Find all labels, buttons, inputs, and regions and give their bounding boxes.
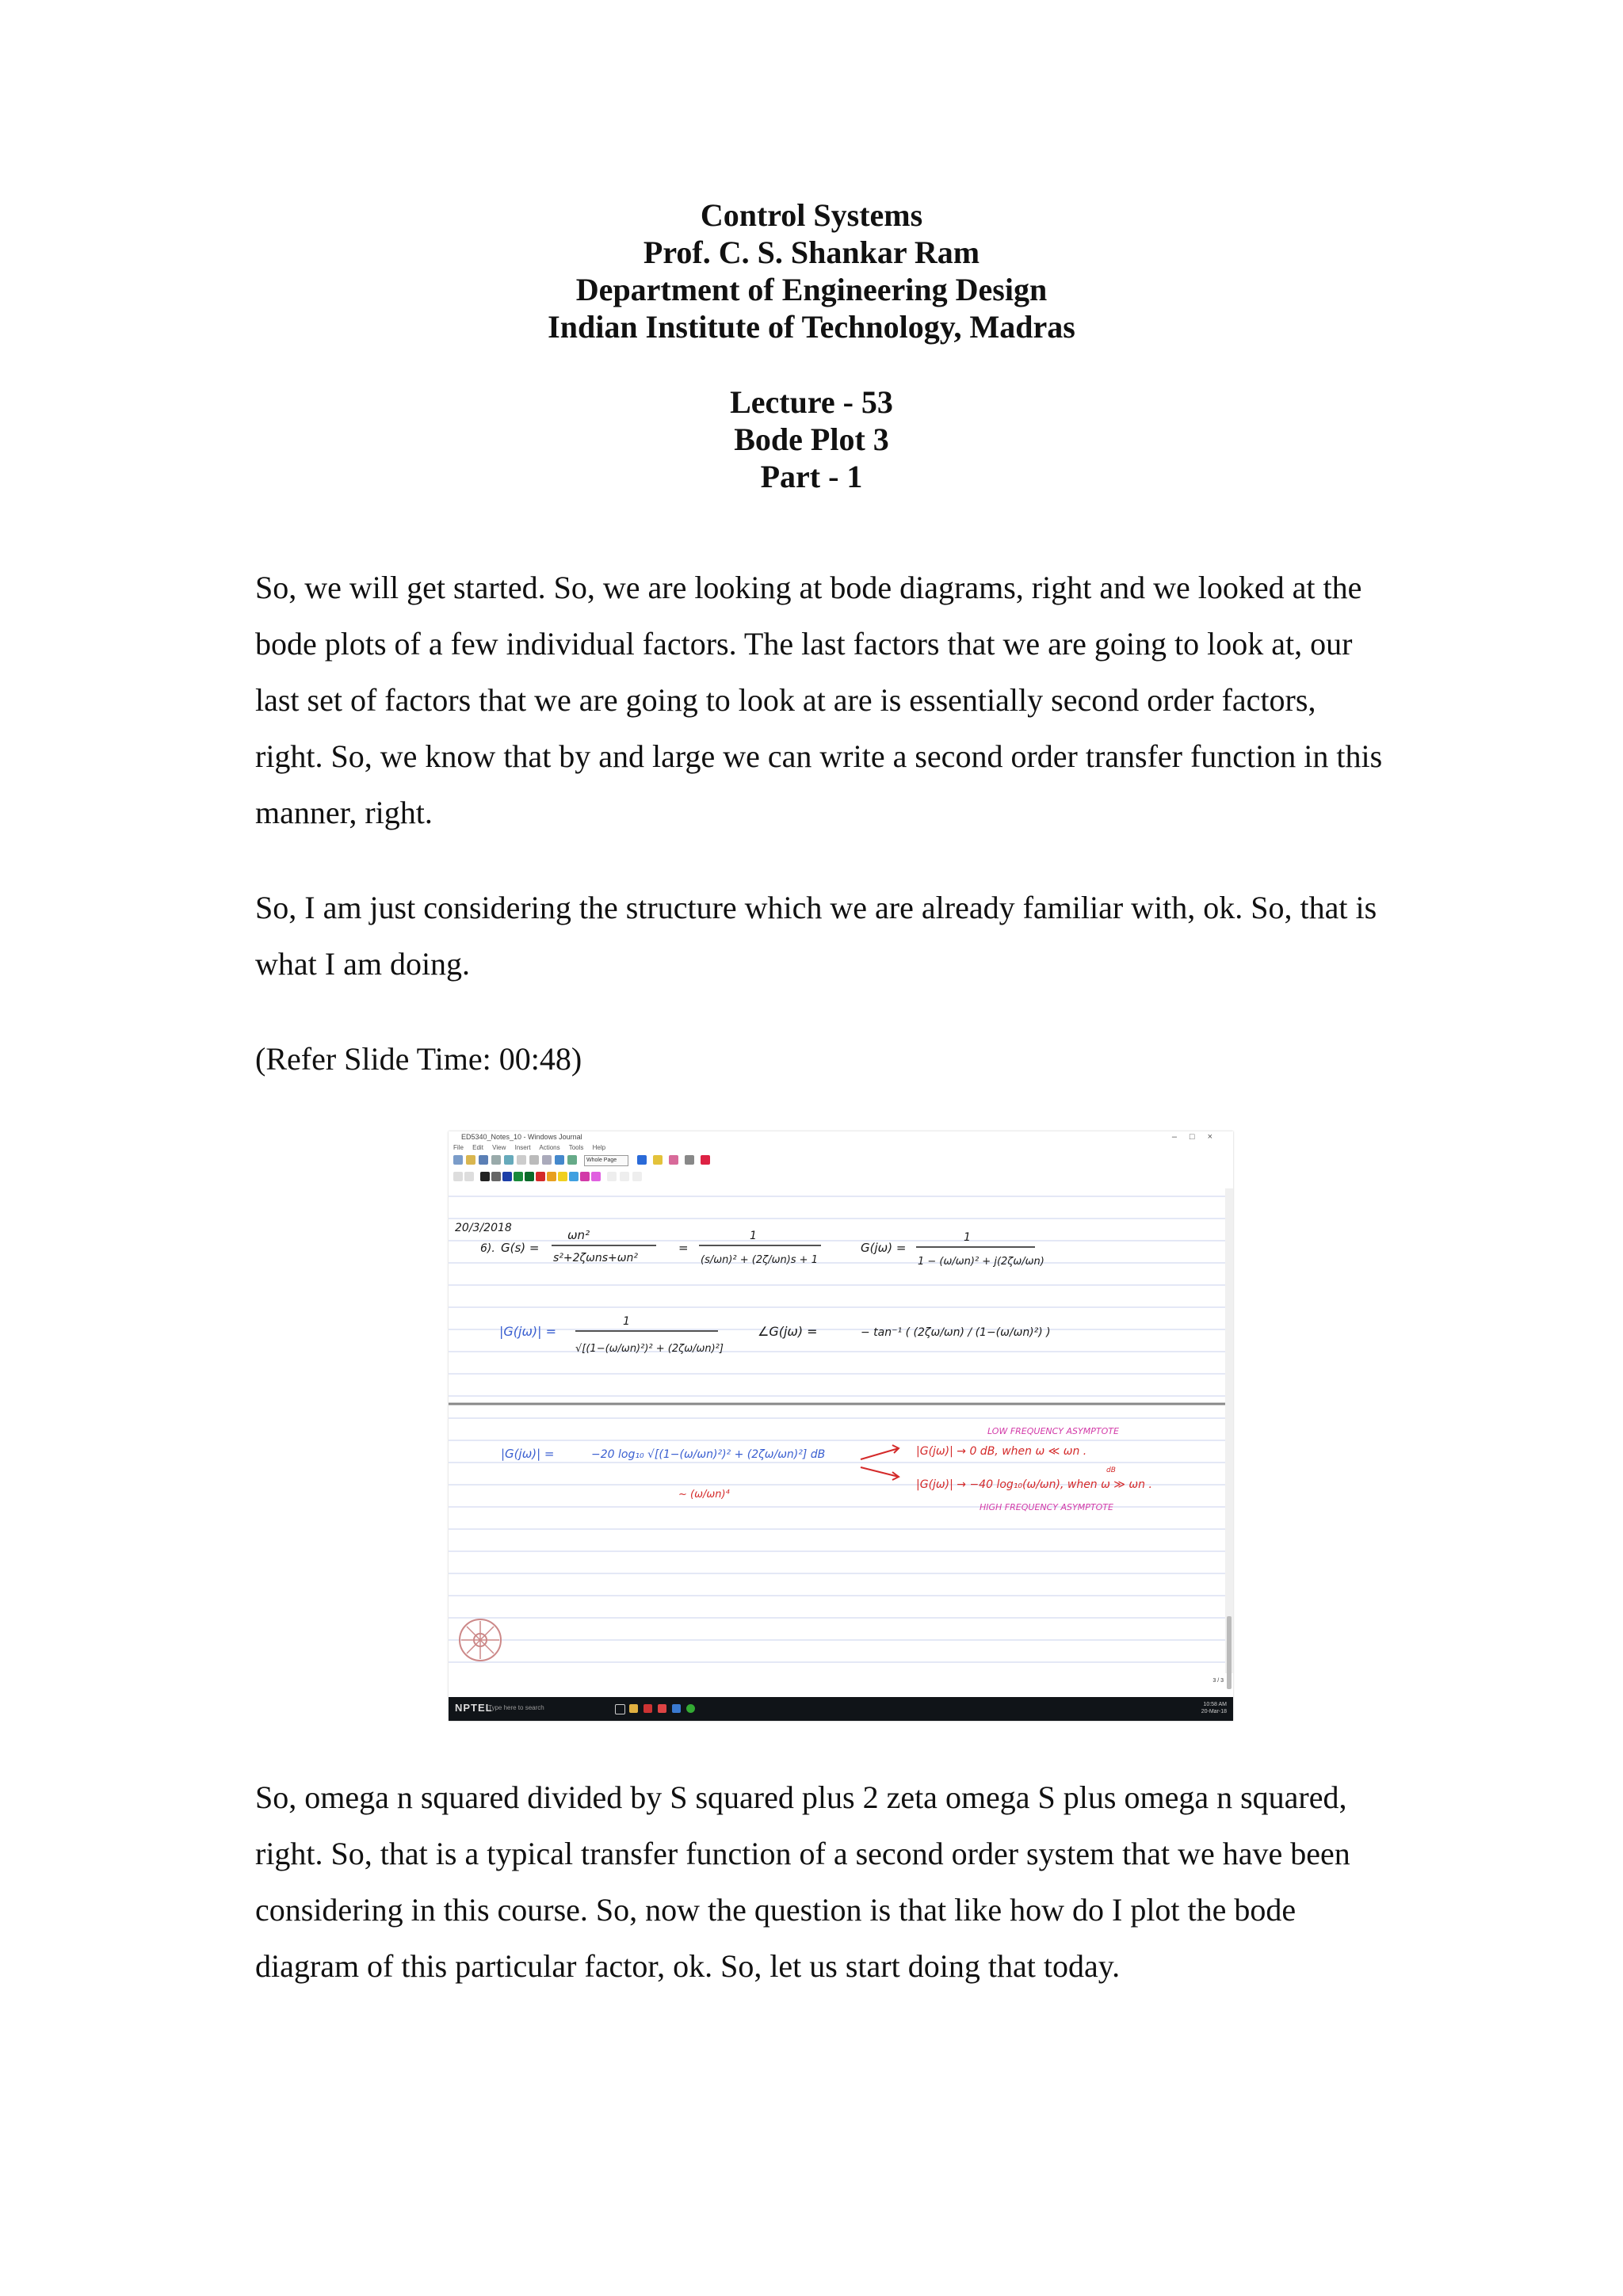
text-line: So, omega n squared divided by S squared plus 2 zeta omega S plus omega n squared, bbox=[255, 1779, 1347, 1815]
pen-width-icon[interactable] bbox=[607, 1172, 617, 1181]
window-title: ED5340_Notes_10 - Windows Journal bbox=[461, 1133, 582, 1141]
menu-view[interactable]: View bbox=[492, 1144, 506, 1151]
scrollbar-thumb[interactable] bbox=[1227, 1616, 1232, 1689]
magnitude-denominator: √[(1−(ω/ωn)²)² + (2ζω/ωn)²] bbox=[575, 1343, 724, 1355]
text-line: So, we will get started. So, we are looking at bode diagrams, right and we looked at the bbox=[255, 570, 1362, 605]
color-darkgreen-swatch[interactable] bbox=[525, 1172, 534, 1181]
lecture-part: Part - 1 bbox=[760, 459, 863, 494]
undo-icon[interactable] bbox=[555, 1155, 564, 1165]
lecture-topic: Bode Plot 3 bbox=[734, 421, 889, 457]
window-controls[interactable]: –□× bbox=[1171, 1132, 1225, 1142]
high-frequency-db-unit: dB bbox=[1106, 1466, 1116, 1474]
text-line: So, I am just considering the structure which we are already familiar with, ok. So, that is bbox=[255, 890, 1377, 925]
zoom-icon[interactable] bbox=[567, 1155, 577, 1165]
text-line: right. So, that is a typical transfer function of a second order system that we have been bbox=[255, 1836, 1350, 1871]
window-titlebar bbox=[449, 1131, 1233, 1144]
color-pink-swatch[interactable] bbox=[591, 1172, 601, 1181]
print-icon[interactable] bbox=[491, 1155, 501, 1165]
pen-width-icon[interactable] bbox=[620, 1172, 629, 1181]
magnitude-numerator: 1 bbox=[623, 1315, 630, 1328]
lecture-number: Lecture - 53 bbox=[730, 384, 893, 420]
color-magenta-swatch[interactable] bbox=[580, 1172, 590, 1181]
text-line: manner, right. bbox=[255, 795, 433, 830]
paragraph-explanation bbox=[255, 1769, 1423, 1994]
eq1-numerator-2: 1 bbox=[750, 1230, 757, 1242]
file-explorer-icon[interactable] bbox=[629, 1704, 638, 1713]
text-line: diagram of this particular factor, ok. So, let us start doing that today. bbox=[255, 1948, 1121, 1984]
text-line: last set of factors that we are going to look at are is essentially second order factors, bbox=[255, 682, 1316, 718]
high-frequency-expression: |G(jω)| → −40 log₁₀(ω/ωn), when ω ≫ ωn . bbox=[916, 1478, 1152, 1491]
eq1-denominator: s²+2ζωns+ωn² bbox=[553, 1252, 638, 1264]
tray-date: 20-Mar-18 bbox=[1201, 1709, 1227, 1714]
arrow-icon bbox=[861, 1445, 899, 1459]
copy-icon[interactable] bbox=[529, 1155, 539, 1165]
taskbar-brand: NPTEL bbox=[455, 1702, 493, 1714]
magnitude-lhs: |G(jω)| = bbox=[499, 1324, 556, 1339]
task-view-icon[interactable] bbox=[615, 1704, 625, 1714]
menu-file[interactable]: File bbox=[453, 1144, 464, 1151]
new-note-icon[interactable] bbox=[453, 1155, 463, 1165]
eq2-denominator: 1 − (ω/ωn)² + j(2ζω/ωn) bbox=[918, 1256, 1044, 1268]
lecture-slide-screenshot bbox=[449, 1131, 1233, 1721]
text-line: bode plots of a few individual factors. The last factors that we are going to look at, our bbox=[255, 626, 1353, 662]
eq1-numerator: ωn² bbox=[567, 1228, 590, 1242]
highlighter-icon[interactable] bbox=[653, 1155, 663, 1165]
text-line: considering in this course. So, now the question is that like how do I plot the bode bbox=[255, 1892, 1296, 1928]
color-red-swatch[interactable] bbox=[536, 1172, 545, 1181]
system-tray[interactable] bbox=[1201, 1701, 1227, 1715]
eq1-equals: = bbox=[678, 1241, 689, 1255]
paragraph-intro bbox=[255, 559, 1423, 841]
phase-rhs: − tan⁻¹ ( (2ζω/ωn) / (1−(ω/ωn)²) ) bbox=[861, 1326, 1051, 1339]
low-frequency-expression: |G(jω)| → 0 dB, when ω ≪ ωn . bbox=[916, 1445, 1087, 1458]
text-line: what I am doing. bbox=[255, 946, 471, 982]
menu-tools[interactable]: Tools bbox=[568, 1144, 584, 1151]
eq2-lhs: G(jω) = bbox=[861, 1241, 907, 1255]
professor-name: Prof. C. S. Shankar Ram bbox=[643, 235, 980, 270]
save-icon[interactable] bbox=[479, 1155, 488, 1165]
high-frequency-label: HIGH FREQUENCY ASYMPTOTE bbox=[980, 1502, 1113, 1512]
eq1-lhs: G(s) = bbox=[501, 1241, 540, 1255]
app-icon[interactable] bbox=[658, 1704, 666, 1713]
menu-help[interactable]: Help bbox=[592, 1144, 606, 1151]
department-name: Department of Engineering Design bbox=[575, 272, 1048, 307]
color-orange-swatch[interactable] bbox=[547, 1172, 556, 1181]
color-navy-swatch[interactable] bbox=[502, 1172, 512, 1181]
color-green-swatch[interactable] bbox=[514, 1172, 523, 1181]
toolbar-main bbox=[453, 1155, 747, 1169]
bold-icon[interactable] bbox=[453, 1172, 463, 1181]
tray-time: 10:58 AM bbox=[1203, 1702, 1227, 1707]
cut-icon[interactable] bbox=[517, 1155, 526, 1165]
page-view-select[interactable]: Whole Page bbox=[584, 1155, 628, 1166]
eq2-numerator: 1 bbox=[964, 1231, 971, 1244]
lecture-header bbox=[0, 196, 1623, 495]
browser-icon[interactable] bbox=[686, 1704, 695, 1713]
phase-lhs: ∠G(jω) = bbox=[758, 1324, 818, 1339]
low-frequency-label: LOW FREQUENCY ASYMPTOTE bbox=[987, 1426, 1119, 1436]
flag-icon[interactable] bbox=[701, 1155, 710, 1165]
page-count: 3 / 3 bbox=[1212, 1678, 1224, 1684]
selection-icon[interactable] bbox=[685, 1155, 694, 1165]
vertical-scrollbar[interactable] bbox=[1225, 1188, 1233, 1673]
taskbar bbox=[449, 1697, 1233, 1721]
italic-icon[interactable] bbox=[464, 1172, 474, 1181]
pen-width-icon[interactable] bbox=[632, 1172, 642, 1181]
color-black-swatch[interactable] bbox=[480, 1172, 490, 1181]
note-item: 6). bbox=[480, 1242, 495, 1255]
slide-time-reference: (Refer Slide Time: 00:48) bbox=[255, 1041, 582, 1077]
note-date: 20/3/2018 bbox=[455, 1222, 512, 1234]
paragraph-structure bbox=[255, 879, 1423, 992]
color-lightblue-swatch[interactable] bbox=[569, 1172, 579, 1181]
journal-page bbox=[449, 1188, 1225, 1673]
arrow-icon bbox=[861, 1467, 899, 1480]
text-line: right. So, we know that by and large we can write a second order transfer function in this bbox=[255, 738, 1383, 774]
course-title: Control Systems bbox=[700, 197, 923, 233]
menu-actions[interactable]: Actions bbox=[539, 1144, 560, 1151]
menu-insert[interactable]: Insert bbox=[514, 1144, 531, 1151]
db-magnitude-rhs: −20 log₁₀ √[(1−(ω/ωn)²)² + (2ζω/ωn)²] dB bbox=[591, 1448, 826, 1461]
menu-bar bbox=[453, 1144, 613, 1151]
toolbar-formatting bbox=[453, 1172, 715, 1184]
search-icon[interactable] bbox=[504, 1155, 514, 1165]
color-yellow-swatch[interactable] bbox=[558, 1172, 567, 1181]
eq1-denominator-2: (s/ωn)² + (2ζ/ωn)s + 1 bbox=[701, 1254, 818, 1266]
menu-edit[interactable]: Edit bbox=[472, 1144, 483, 1151]
color-gray-swatch[interactable] bbox=[491, 1172, 501, 1181]
eraser-icon[interactable] bbox=[669, 1155, 678, 1165]
nptel-logo bbox=[460, 1619, 501, 1661]
journal-icon[interactable] bbox=[672, 1704, 681, 1713]
institute-name: Indian Institute of Technology, Madras bbox=[548, 309, 1075, 345]
open-folder-icon[interactable] bbox=[466, 1155, 475, 1165]
paste-icon[interactable] bbox=[542, 1155, 552, 1165]
pdf-reader-icon[interactable] bbox=[643, 1704, 652, 1713]
db-magnitude-lhs: |G(jω)| = bbox=[501, 1447, 555, 1461]
pen-icon[interactable] bbox=[637, 1155, 647, 1165]
taskbar-search[interactable]: Type here to search bbox=[488, 1704, 544, 1711]
approx-term: ~ (ω/ωn)⁴ bbox=[678, 1489, 730, 1501]
